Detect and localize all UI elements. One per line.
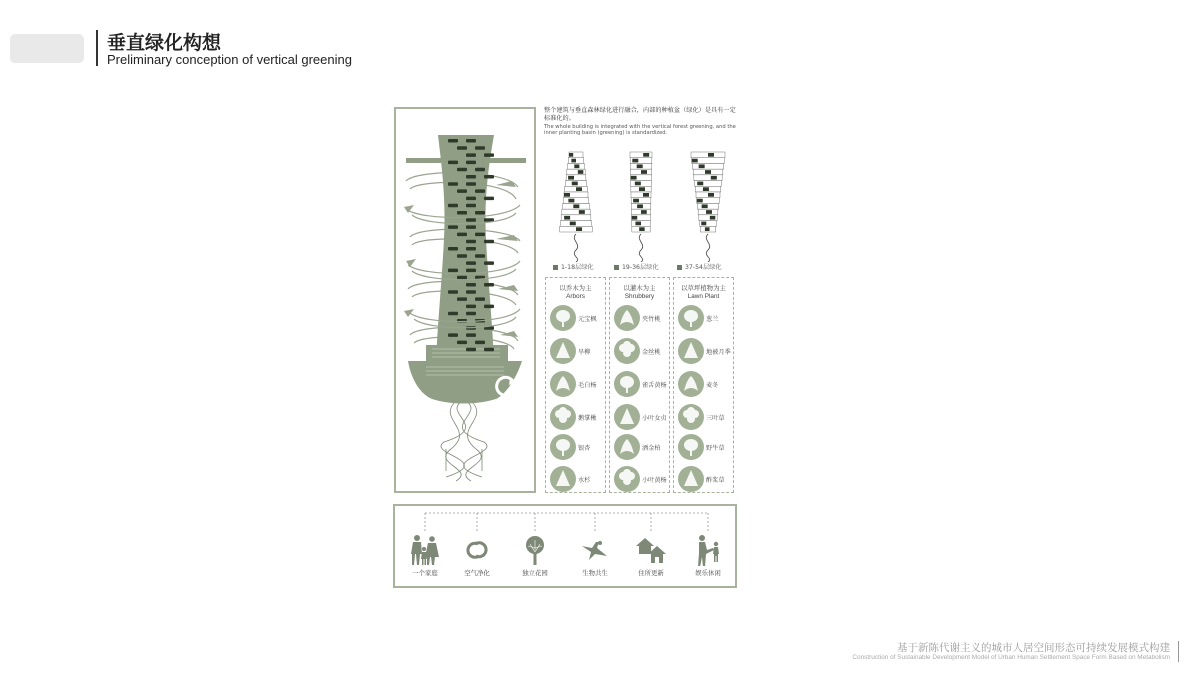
grass-icon bbox=[678, 305, 704, 331]
tree-icon bbox=[550, 404, 576, 430]
plant-item: 三叶草 bbox=[678, 404, 733, 431]
plant-item: 野牛草 bbox=[678, 434, 733, 461]
section-tag bbox=[10, 34, 84, 63]
family-icon bbox=[408, 534, 442, 566]
floor-label-2: 19-36层绿化 bbox=[614, 262, 659, 271]
floor-stack-19-36 bbox=[616, 150, 666, 262]
page-title: 垂直绿化构想 bbox=[107, 32, 222, 54]
shrub-icon bbox=[614, 371, 640, 397]
tree-icon bbox=[550, 466, 576, 492]
title-divider bbox=[96, 30, 98, 66]
category-lawn-plant bbox=[673, 277, 734, 493]
intro-en: The whole building is integrated with the vertical forest greening, and the inner planting basin (greening) is standardized. bbox=[544, 124, 736, 137]
floor-stack-37-54 bbox=[683, 150, 733, 262]
category-arbors bbox=[545, 277, 606, 493]
grass-icon bbox=[678, 434, 704, 460]
floor-label-1: 1-18层绿化 bbox=[553, 262, 594, 271]
function-housing: 住所更新 bbox=[621, 534, 681, 584]
tree-icon bbox=[550, 338, 576, 364]
plant-item: 夹竹桃 bbox=[614, 305, 669, 332]
tree-icon bbox=[550, 305, 576, 331]
recreation-icon bbox=[691, 534, 725, 566]
grass-icon bbox=[678, 371, 704, 397]
tree-icon bbox=[550, 371, 576, 397]
plant-item: 金丝桃 bbox=[614, 338, 669, 365]
intro-text bbox=[544, 107, 740, 137]
shrub-icon bbox=[614, 466, 640, 492]
plant-item: 雀舌黄杨 bbox=[614, 371, 669, 398]
category-title: 以灌木为主 Shrubbery bbox=[623, 284, 656, 300]
intro-cn: 整个建筑与垂直森林绿化进行融合，内部的种植盆（绿化）是具有一定标准化的。 bbox=[544, 107, 736, 122]
function-garden: 独立花园 bbox=[505, 534, 565, 584]
tower-panel bbox=[394, 107, 536, 493]
function-air: 空气净化 bbox=[447, 534, 507, 584]
garden-tree-icon bbox=[518, 534, 552, 566]
bird-symbiosis-icon bbox=[578, 534, 612, 566]
floor-label-3: 37-54层绿化 bbox=[677, 262, 722, 271]
plant-item: 旱柳 bbox=[550, 338, 605, 365]
function-recreation: 娱乐休闲 bbox=[678, 534, 738, 584]
plant-item: 元宝枫 bbox=[550, 305, 605, 332]
shrub-icon bbox=[614, 305, 640, 331]
plant-item: 小叶女贞 bbox=[614, 404, 669, 431]
category-shrubbery bbox=[609, 277, 670, 493]
plant-item: 酢浆草 bbox=[678, 466, 733, 493]
page-subtitle: Preliminary conception of vertical greening bbox=[107, 52, 352, 67]
air-purification-icon bbox=[460, 534, 494, 566]
grass-icon bbox=[678, 466, 704, 492]
plant-item: 银杏 bbox=[550, 434, 605, 461]
shrub-icon bbox=[614, 404, 640, 430]
plant-item: 麦冬 bbox=[678, 371, 733, 398]
plant-item: 毛白杨 bbox=[550, 371, 605, 398]
legend-square-icon bbox=[614, 265, 619, 270]
category-title: 以草坪植物为主 Lawn Plant bbox=[681, 284, 726, 300]
tower-illustration bbox=[396, 109, 534, 491]
plant-item: 葱兰 bbox=[678, 305, 733, 332]
footer-title-cn: 基于新陈代谢主义的城市人居空间形态可持续发展模式构建 bbox=[897, 642, 1170, 654]
plant-item: 鹅掌楸 bbox=[550, 404, 605, 431]
house-icon bbox=[634, 534, 668, 566]
function-symbiosis: 生物共生 bbox=[565, 534, 625, 584]
plant-item: 小叶黄杨 bbox=[614, 466, 669, 493]
shrub-icon bbox=[614, 338, 640, 364]
footer-divider bbox=[1178, 641, 1179, 662]
floor-stack-1-18 bbox=[551, 150, 601, 262]
shrub-icon bbox=[614, 434, 640, 460]
plant-item: 地被月季 bbox=[678, 338, 733, 365]
legend-square-icon bbox=[677, 265, 682, 270]
tree-icon bbox=[550, 434, 576, 460]
plant-item: 洒金柏 bbox=[614, 434, 669, 461]
function-family: 一个家庭 bbox=[395, 534, 455, 584]
function-panel bbox=[393, 504, 737, 588]
grass-icon bbox=[678, 338, 704, 364]
category-title: 以乔木为主 Arbors bbox=[559, 284, 592, 300]
legend-square-icon bbox=[553, 265, 558, 270]
grass-icon bbox=[678, 404, 704, 430]
footer-title-en: Construction of Sustainable Development Model of Urban Human Settlement Space Form Based on Metabolism bbox=[852, 654, 1170, 661]
plant-item: 水杉 bbox=[550, 466, 605, 493]
